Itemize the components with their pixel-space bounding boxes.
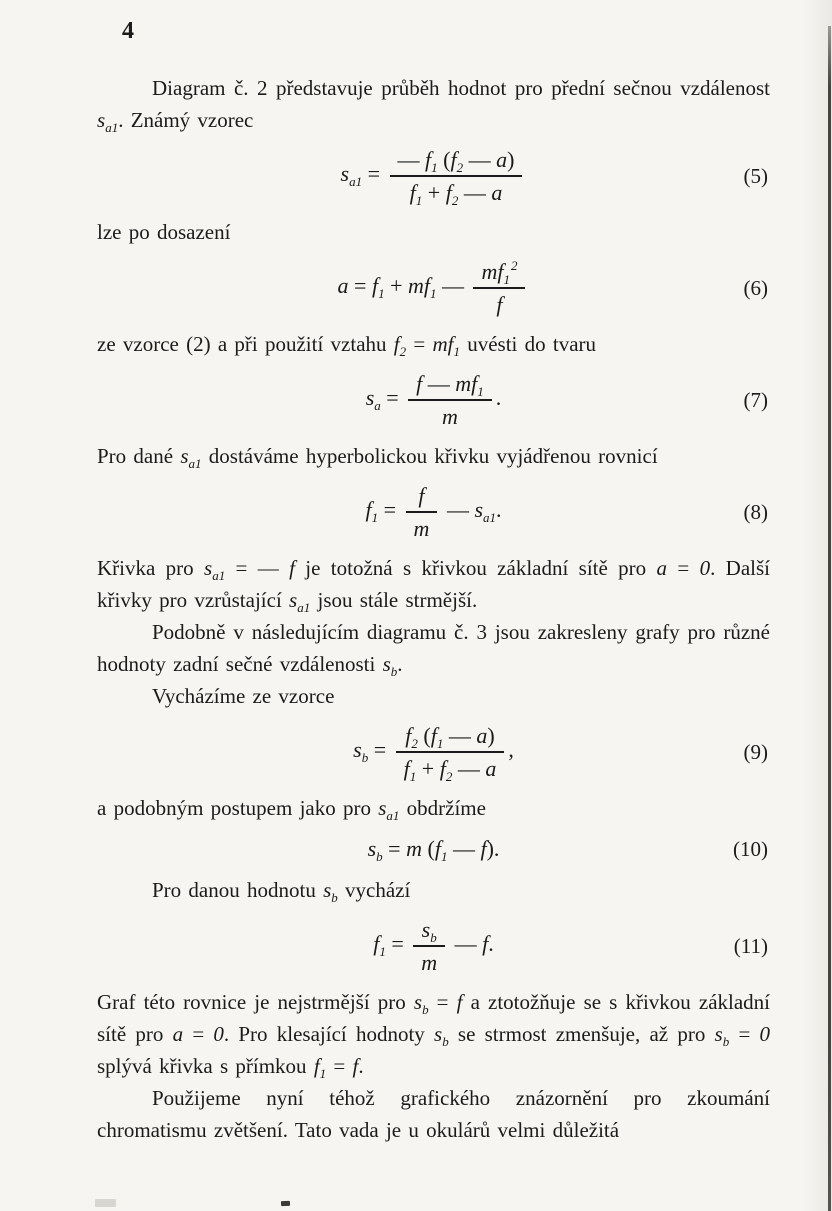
equation-number: (11) <box>733 934 768 958</box>
equation-run <box>508 737 514 762</box>
math-text: ( <box>437 147 451 172</box>
math-text: lze po dosazení <box>97 220 231 244</box>
subscript: 1 <box>436 736 444 751</box>
math-text: = <box>729 1022 760 1046</box>
subscript: 1 <box>415 193 423 208</box>
math-text: ze vzorce (2) a při použití vztahu <box>97 332 394 356</box>
equation-number: (8) <box>743 500 768 524</box>
math-var: $s_b$ <box>714 1022 730 1049</box>
subscript: 1 <box>431 160 438 175</box>
math-var: f <box>482 931 489 957</box>
paragraph <box>97 72 770 136</box>
math-text: Křivka pro <box>97 556 205 580</box>
math-var: $mf_1$ <box>432 332 460 359</box>
fraction <box>396 722 505 782</box>
math-text: = <box>380 385 405 411</box>
math-text: = <box>362 161 386 187</box>
equation-number: (10) <box>733 837 768 861</box>
math-text: ) <box>487 723 495 748</box>
scan-edge-line <box>828 26 831 1211</box>
math-text: = <box>382 836 407 861</box>
fraction <box>408 370 492 430</box>
math-text: — <box>436 273 470 299</box>
math-var: f <box>352 1054 359 1078</box>
subscript: 2 <box>445 769 453 784</box>
equation-number: (9) <box>743 740 768 764</box>
math-text: je totožná s křivkou základní sítě pro <box>294 556 657 580</box>
math-text: jsou stále strmější. <box>310 588 478 612</box>
fraction-denominator <box>406 513 438 542</box>
math-text: ( <box>417 723 431 748</box>
math-text: . <box>488 931 494 957</box>
subscript: b <box>422 1002 429 1017</box>
math-text: — <box>452 756 486 781</box>
math-var: $f_1$ <box>430 723 444 751</box>
math-var: $mf_1$ <box>455 371 484 399</box>
math-text: = <box>428 990 457 1014</box>
fraction-denominator <box>473 289 525 318</box>
math-var: $s_b$ <box>323 878 338 905</box>
math-text: a podobným postupem jako pro <box>97 796 379 820</box>
math-text: — <box>443 723 477 748</box>
fraction-denominator <box>396 753 505 782</box>
paragraph <box>97 874 770 906</box>
math-var: 0 <box>699 556 711 580</box>
math-text: . <box>495 385 502 411</box>
subscript: b <box>331 890 338 905</box>
subscript: b <box>390 664 398 679</box>
equation <box>97 482 770 542</box>
math-text: . Další křivky pro vzrůstající <box>97 556 771 612</box>
equation-number: (7) <box>743 388 768 412</box>
paragraph <box>97 986 770 1082</box>
math-text: + <box>422 180 446 205</box>
math-var: $f_2$ <box>393 332 407 359</box>
math-var: $mf_1$ <box>407 273 437 302</box>
equation-body <box>368 834 500 864</box>
math-var: m <box>421 950 438 975</box>
math-var: $s_b$ <box>353 737 369 766</box>
superscript: 2 <box>510 258 518 273</box>
math-text: splývá křivka s přímkou <box>97 1054 314 1078</box>
math-text: Pro danou hodnotu <box>152 878 324 902</box>
math-var: f <box>496 292 503 317</box>
math-text: . <box>496 497 502 523</box>
math-var: $s_{a1}$ <box>180 444 202 471</box>
equation <box>97 916 770 976</box>
math-text: = <box>348 273 372 299</box>
subscript: a <box>374 398 381 414</box>
math-var: $s_b$ <box>434 1022 449 1049</box>
math-text: Graf této rovnice je nejstrmější pro <box>97 990 414 1014</box>
subscript: 1 <box>379 944 386 960</box>
math-var: $f_2$ <box>445 180 459 208</box>
math-text: uvésti do tvaru <box>459 332 597 356</box>
math-var: $f_1$ <box>409 180 423 208</box>
math-var: $f_2$ <box>439 756 453 784</box>
subscript: a1 <box>386 808 400 823</box>
math-text: ). <box>486 836 500 861</box>
equation-run <box>496 385 502 410</box>
math-text: , <box>508 737 514 763</box>
math-var: a <box>491 180 503 205</box>
math-var: 0 <box>759 1022 771 1046</box>
subscript: 1 <box>440 849 448 864</box>
equation-run <box>365 385 405 414</box>
fraction-numerator <box>390 146 523 177</box>
math-var: $f_1$ <box>365 497 379 526</box>
equation <box>97 146 770 206</box>
subscript: 1 <box>409 769 417 784</box>
math-var: f <box>289 556 295 580</box>
equation-run <box>449 931 494 956</box>
math-var: a <box>337 273 349 299</box>
math-var: $f_1$ <box>425 147 438 175</box>
math-text: — <box>397 147 426 172</box>
math-text: Diagram č. 2 představuje průběh hodnot pro přední sečnou vzdálenost <box>152 76 770 100</box>
math-text: — <box>449 931 483 957</box>
math-text: . <box>358 1054 364 1078</box>
subscript: b <box>430 930 437 945</box>
equation-number: (6) <box>743 276 768 300</box>
math-var: $s_b$ <box>382 652 398 679</box>
fraction <box>406 482 438 542</box>
math-text: dostáváme hyperbolickou křivku vyjádřenou rovnicí <box>201 444 658 468</box>
scan-artifact-smudge <box>95 1199 116 1207</box>
scan-artifact-dash <box>281 1201 290 1206</box>
math-text: ) <box>507 147 515 172</box>
subscript: 2 <box>451 193 459 208</box>
math-var: $f_1$ <box>313 1054 327 1081</box>
math-var: $s_b$ <box>367 836 383 864</box>
subscript: 1 <box>319 1066 327 1081</box>
math-text: + <box>384 273 408 299</box>
math-text: — <box>441 497 475 523</box>
equation-run <box>365 497 402 526</box>
math-text: = <box>406 332 433 356</box>
subscript: 1 <box>453 344 460 359</box>
math-var: $f_1$ <box>373 931 386 960</box>
math-var: $f_2$ <box>405 723 418 751</box>
page-number: 4 <box>122 18 135 44</box>
fraction <box>390 146 523 206</box>
equation-number: (5) <box>743 164 768 188</box>
equation-run <box>337 273 470 302</box>
math-var: $s_{a1}$ <box>378 796 400 823</box>
equation-body <box>366 482 502 542</box>
fraction <box>473 258 525 318</box>
paragraph <box>97 328 770 360</box>
equation-run <box>373 931 410 960</box>
subscript: 1 <box>477 384 484 399</box>
math-text: = <box>368 737 392 763</box>
math-var: $s_{a1}$ <box>289 588 311 615</box>
paragraph <box>97 440 770 472</box>
equation-run <box>441 497 502 526</box>
math-text: . Známý vzorec <box>118 108 254 132</box>
equation-body <box>373 916 494 976</box>
paragraph <box>97 616 770 680</box>
paragraph <box>97 552 770 616</box>
equation-body <box>341 146 527 206</box>
subscript: 2 <box>411 736 418 751</box>
math-var: a <box>476 723 488 748</box>
equation <box>97 722 770 782</box>
subscript: 1 <box>503 272 510 287</box>
subscript: 1 <box>371 510 379 526</box>
math-var: $s_a$ <box>365 385 381 414</box>
subscript: 2 <box>456 160 464 175</box>
equation <box>97 834 770 864</box>
subscript: 1 <box>429 286 437 302</box>
math-var: $s_{a1}$ <box>340 161 363 190</box>
math-var: $f_1$ <box>403 756 417 784</box>
math-text: vychází <box>337 878 411 902</box>
equation-run <box>340 161 386 190</box>
paragraph <box>97 792 770 824</box>
math-var: m <box>413 516 430 541</box>
math-text: = <box>385 931 410 957</box>
subscript: b <box>376 849 383 864</box>
math-var: $f_2$ <box>450 147 464 175</box>
math-text: obdržíme <box>399 796 486 820</box>
math-text: Vycházíme ze vzorce <box>152 684 335 708</box>
fraction <box>413 916 445 976</box>
math-var: a <box>496 147 508 172</box>
math-var: a <box>485 756 497 781</box>
math-var: f <box>418 483 425 508</box>
fraction-denominator <box>413 947 445 976</box>
equation-run <box>367 836 500 864</box>
paragraph <box>97 680 770 712</box>
math-var: a <box>172 1022 184 1046</box>
fraction-denominator <box>390 177 523 206</box>
math-text: — <box>447 836 481 861</box>
math-var: $s_{a1}$ <box>204 556 226 583</box>
fraction-numerator <box>408 370 492 401</box>
math-text: = <box>326 1054 353 1078</box>
subscript: a1 <box>188 456 202 471</box>
fraction-denominator <box>408 401 492 430</box>
math-text: Použijeme nyní téhož grafického znázornění pro zkoumání chromatismu zvětšení. Tato vada je u okulárů velmi důležitá <box>97 1086 770 1142</box>
equation <box>97 258 770 318</box>
equation <box>97 370 770 430</box>
math-var: a <box>656 556 668 580</box>
math-text: . <box>397 652 403 676</box>
math-var: f <box>456 990 463 1014</box>
math-var: f <box>480 836 487 861</box>
equation-body <box>338 258 530 318</box>
equation-body <box>366 370 502 430</box>
subscript: a1 <box>483 510 496 526</box>
subscript: 2 <box>399 344 407 359</box>
equation-run <box>353 737 392 766</box>
math-text: + <box>416 756 440 781</box>
math-text: se strmost zmenšuje, až pro <box>448 1022 715 1046</box>
subscript: b <box>442 1034 449 1049</box>
paragraph <box>97 1082 770 1146</box>
math-text: — <box>463 147 497 172</box>
math-var: m <box>406 836 422 861</box>
math-var: $f_1$ <box>371 273 385 302</box>
math-text: = <box>667 556 700 580</box>
subscript: a1 <box>349 174 363 190</box>
math-text: a ztotožňuje se s křivkou základní sítě pro <box>97 990 771 1046</box>
fraction-numerator <box>396 722 505 753</box>
subscript: b <box>722 1034 730 1049</box>
math-text: = — <box>225 556 290 580</box>
math-text: Podobně v následujícím diagramu č. 3 jsou zakresleny grafy pro různé hodnoty zadní sečné vzdálenosti <box>97 620 770 676</box>
math-text: = <box>183 1022 214 1046</box>
fraction-numerator <box>473 258 525 289</box>
subscript: a1 <box>212 568 226 583</box>
fraction-numerator <box>413 916 445 947</box>
math-var: m <box>442 404 458 429</box>
subscript: 1 <box>378 286 385 302</box>
math-text: — <box>458 180 492 205</box>
math-var: $s_b$ <box>413 990 429 1017</box>
math-text: . Pro klesající hodnoty <box>223 1022 435 1046</box>
equation-body <box>353 722 514 782</box>
math-var: $s_b$ <box>421 917 437 945</box>
math-text: ( <box>421 836 435 861</box>
math-var: $s_{a1}$ <box>97 108 119 135</box>
subscript: b <box>361 750 369 766</box>
math-var: $s_{a1}$ <box>474 497 496 526</box>
paragraph <box>97 216 770 248</box>
page-content <box>97 72 770 1146</box>
math-text: Pro dané <box>97 444 181 468</box>
math-var: 0 <box>213 1022 224 1046</box>
math-var: $f_1$ <box>434 836 448 864</box>
math-var: $mf_1^2$ <box>481 258 518 287</box>
subscript: a1 <box>105 120 119 135</box>
math-var: f <box>416 371 423 396</box>
subscript: a1 <box>297 600 311 615</box>
math-text: = <box>378 497 402 523</box>
fraction-numerator <box>406 482 438 513</box>
math-text: — <box>422 371 456 396</box>
